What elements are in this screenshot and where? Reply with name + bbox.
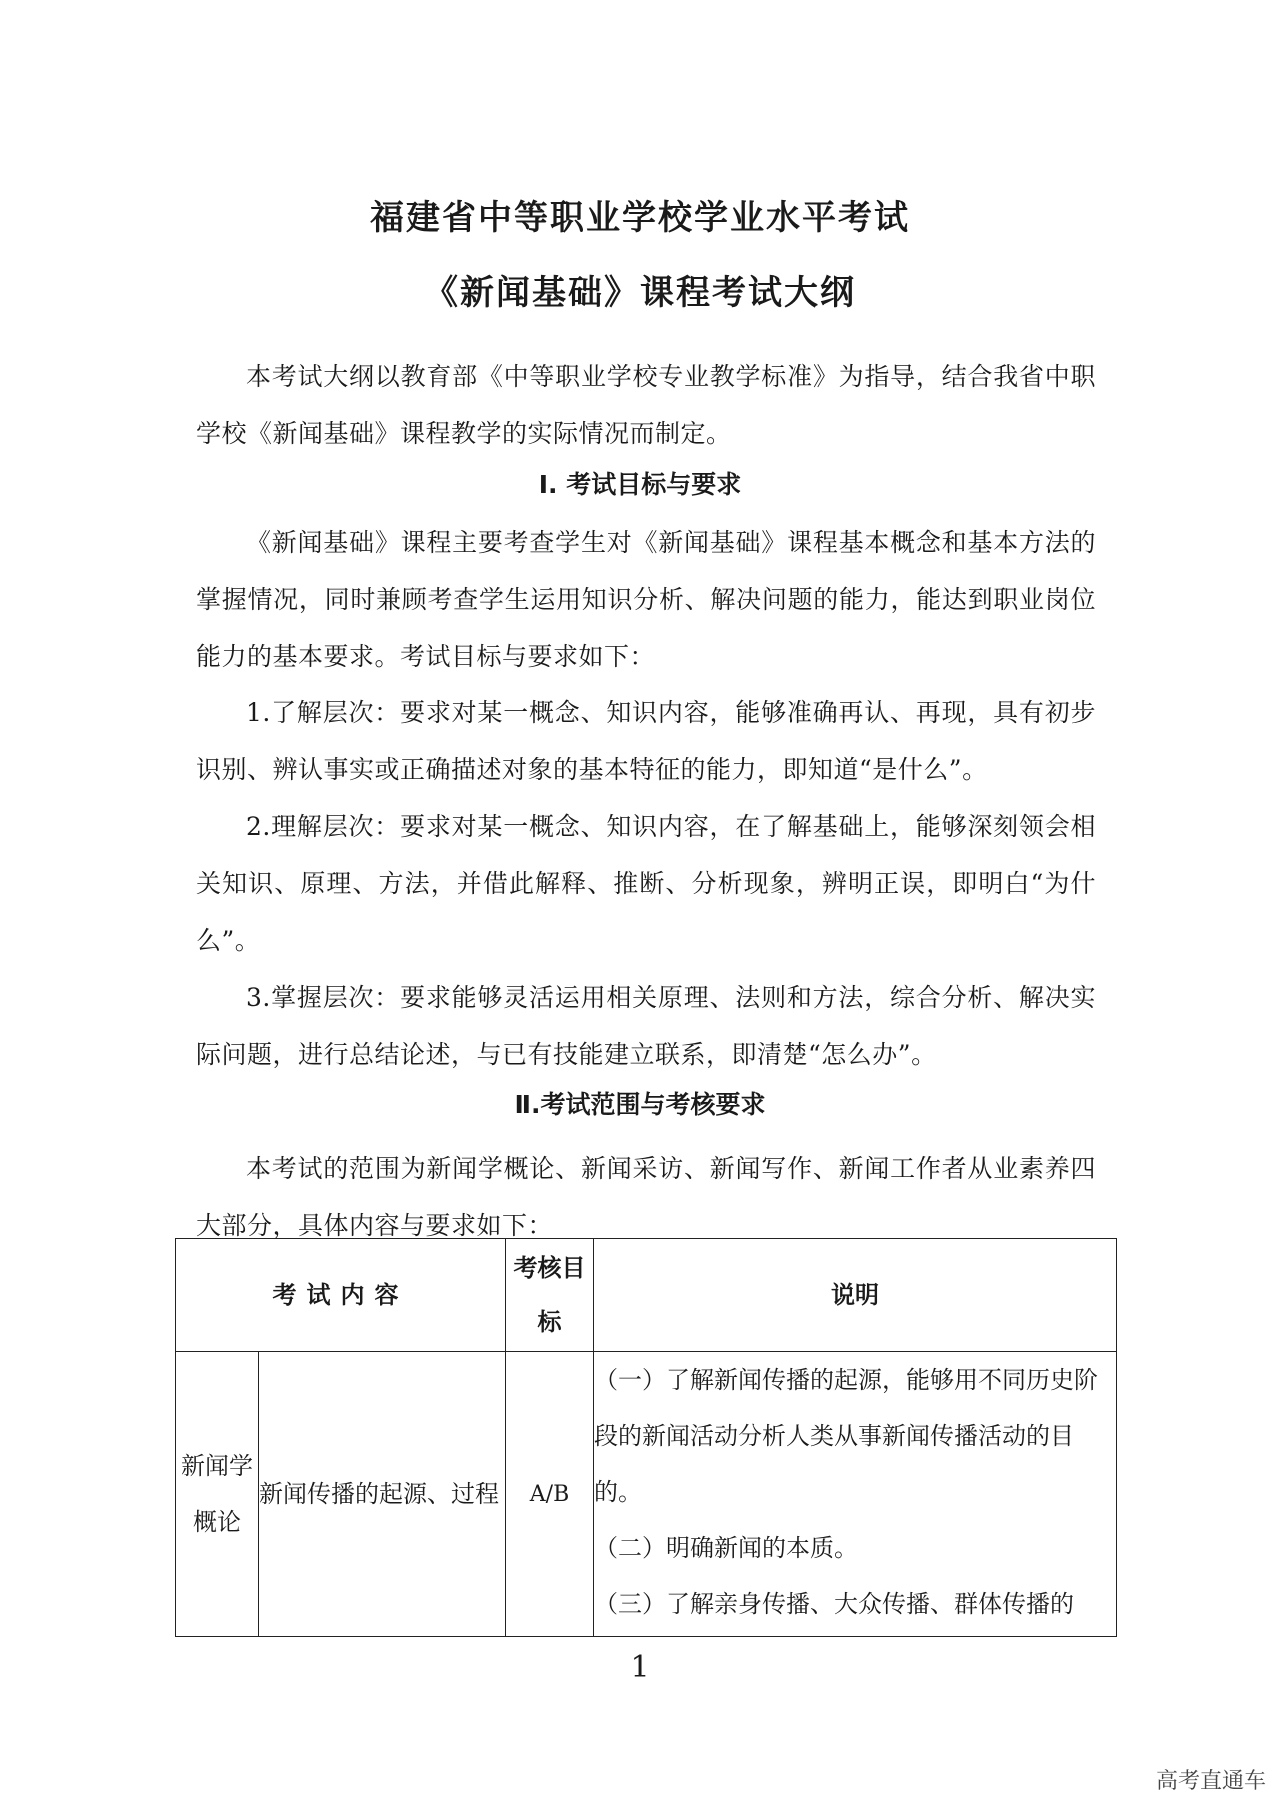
section1-paragraph: 《新闻基础》课程主要考查学生对《新闻基础》课程基本概念和基本方法的掌握情况，同时兼顾考查学生运用知识分析、解决问题的能力，能达到职业岗位能力的基本要求。考试目标与要求如下： <box>196 528 1096 671</box>
table-header-row <box>176 1239 1117 1352</box>
level-understand-paragraph: 1.了解层次：要求对某一概念、知识内容，能够准确再认、再现，具有初步识别、辨认事实或正确描述对象的基本特征的能力，即知道“是什么”。 <box>196 698 1096 784</box>
level-comprehend-paragraph: 2.理解层次：要求对某一概念、知识内容，在了解基础上，能够深刻领会相关知识、原理、方法，并借此解释、推断、分析现象，辨明正误，即明白“为什么”。 <box>196 812 1096 955</box>
section2-paragraph: 本考试的范围为新闻学概论、新闻采访、新闻写作、新闻工作者从业素养四大部分，具体内容与要求如下： <box>196 1154 1096 1240</box>
exam-outline-table <box>175 1238 1117 1637</box>
header-target: 考核目标 <box>506 1239 594 1352</box>
description-item: （一）了解新闻传播的起源，能够用不同历史阶段的新闻活动分析人类从事新闻传播活动的目的。 <box>594 1366 1098 1506</box>
page-number: 1 <box>630 1650 650 1685</box>
cell-topic: 新闻传播的起源、过程 <box>259 1352 506 1637</box>
description-item: （三）了解亲身传播、大众传播、群体传播的 <box>594 1590 1074 1618</box>
intro-paragraph: 本考试大纲以教育部《中等职业学校专业教学标准》为指导，结合我省中职学校《新闻基础》课程教学的实际情况而制定。 <box>196 362 1096 448</box>
header-description: 说明 <box>594 1239 1117 1352</box>
section1-heading: Ⅰ. 考试目标与要求 <box>538 470 742 499</box>
description-item: （二）明确新闻的本质。 <box>594 1534 858 1562</box>
cell-description <box>594 1352 1117 1637</box>
watermark: 高考直通车 <box>1155 1769 1266 1794</box>
cell-part: 新闻学概论 <box>176 1352 259 1637</box>
document-title-line2: 《新闻基础》课程考试大纲 <box>424 273 856 313</box>
level-master-paragraph: 3.掌握层次：要求能够灵活运用相关原理、法则和方法，综合分析、解决实际问题，进行总结论述，与已有技能建立联系，即清楚“怎么办”。 <box>196 983 1096 1069</box>
header-exam-content: 考试内容 <box>176 1239 506 1352</box>
document-title-line1: 福建省中等职业学校学业水平考试 <box>370 198 910 238</box>
section2-heading: Ⅱ.考试范围与考核要求 <box>514 1090 766 1119</box>
table-row <box>176 1352 1117 1637</box>
cell-target: A/B <box>506 1352 594 1637</box>
